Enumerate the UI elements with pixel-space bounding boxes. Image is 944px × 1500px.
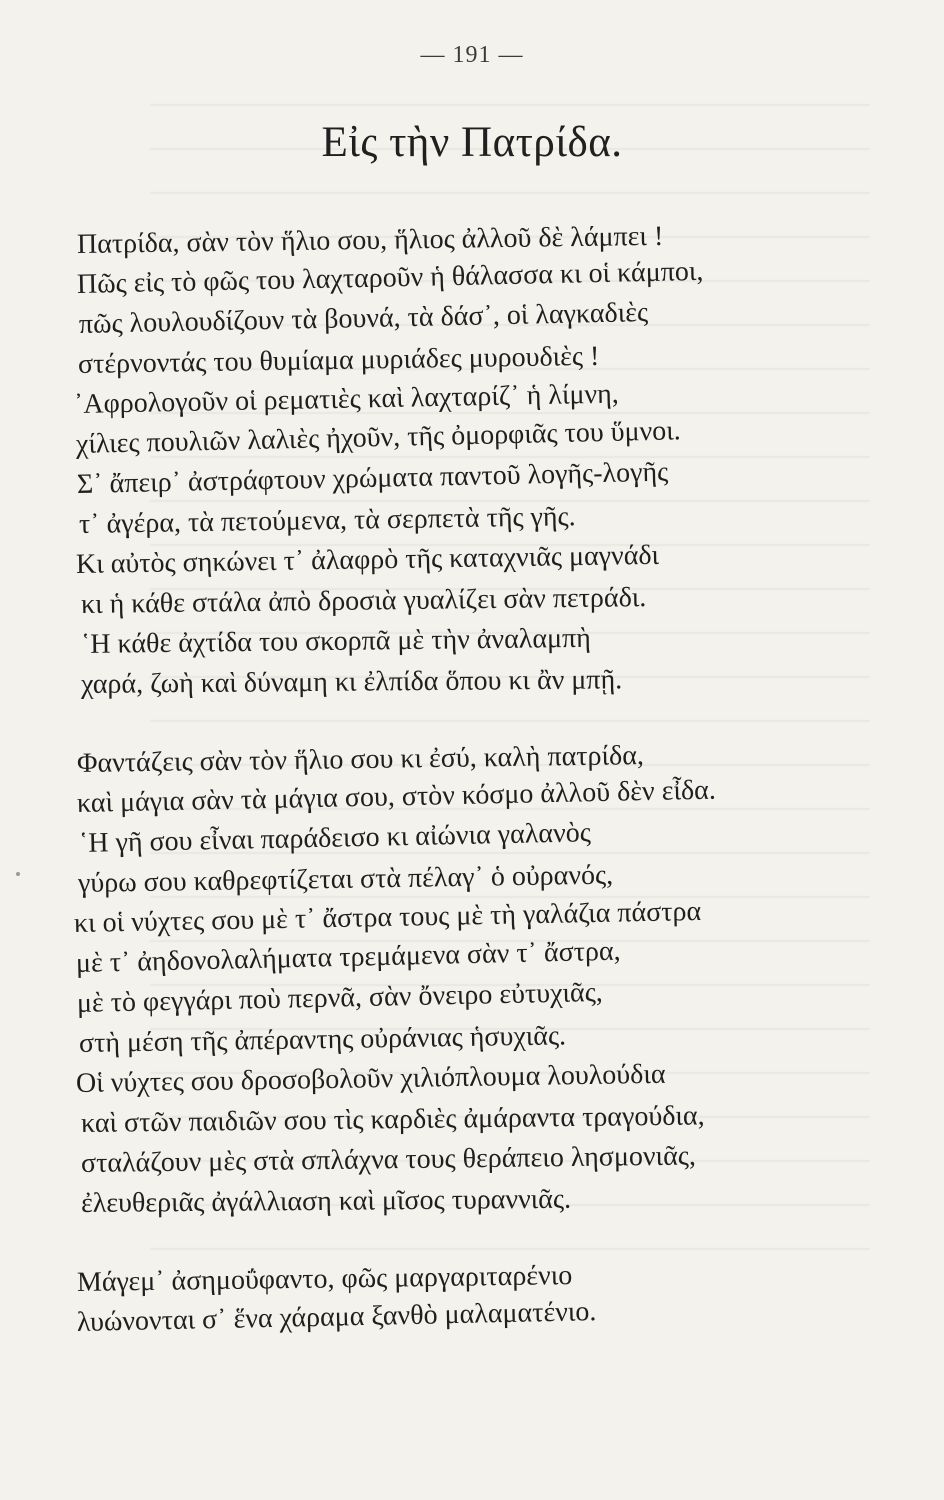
poem-line: Οἱ νύχτες σου δροσοβολοῦν χιλιόπλουμα λουλούδια (75, 1058, 666, 1099)
poem-line: ῾Η γῆ σου εἶναι παράδεισο κι αἰώνια γαλανὸς (78, 817, 592, 859)
poem-line: Κι αὐτὸς σηκώνει τ᾽ ἀλαφρὸ τῆς καταχνιᾶς μαγνάδι (75, 539, 660, 580)
poem-line: Σ᾽ ἄπειρ᾽ ἀστράφτουν χρώματα παντοῦ λογῆς-λογῆς (76, 456, 669, 500)
stanza (76, 1260, 878, 1343)
poem-line: Πῶς εἰς τὸ φῶς του λαχταροῦν ἡ θάλασσα κι οἱ κάμποι, (76, 255, 704, 300)
poem-body (73, 220, 878, 1343)
poem-line: ᾽Αφρολογοῦν οἱ ρεματιὲς καὶ λαχταρίζ᾽ ἡ λίμνη, (73, 378, 620, 420)
poem-line: ῾Η κάθε ἀχτίδα του σκορπᾶ μὲ τὴν ἀναλαμπὴ (80, 622, 591, 660)
poem-line: ἐλευθεριᾶς ἀγάλλιαση καὶ μῖσος τυραννιᾶς. (80, 1183, 572, 1219)
poem-line: καὶ στῶν παιδιῶν σου τὶς καρδιὲς ἀμάραντα τραγούδια, (80, 1100, 705, 1139)
poem-line: χίλιες πουλιῶν λαλιὲς ἠχοῦν, τῆς ὀμορφιᾶς του ὕμνοι. (75, 415, 682, 460)
stanza (73, 740, 878, 1224)
poem-line: λυώνονται σ᾽ ἕνα χάραμα ξανθὸ μαλαματένιο. (76, 1296, 597, 1338)
poem-line: τ᾽ ἀγέρα, τὰ πετούμενα, τὰ σερπετὰ τῆς γῆς. (78, 501, 576, 540)
poem-line: Πατρίδα, σὰν τὸν ἥλιο σου, ἥλιος ἀλλοῦ δὲ λάμπει ! (76, 220, 664, 260)
poem-line: κι ἡ κάθε στάλα ἀπὸ δροσιὰ γυαλίζει σὰν πετράδι. (80, 582, 647, 620)
page-number: — 191 — (420, 42, 524, 68)
poem-line: Μάγεμ᾽ ἀσημοΰφαντο, φῶς μαργαριταρένιο (76, 1260, 573, 1298)
stanza (73, 220, 878, 705)
poem-line: μὲ τ᾽ ἀηδονολαλήματα τρεμάμενα σὰν τ᾽ ἄστρα, (75, 935, 621, 979)
poem-line: γύρω σου καθρεφτίζεται στὰ πέλαγ᾽ ὁ οὐρανός, (77, 859, 614, 899)
poem-line: χαρά, ζωὴ καὶ δύναμη κι ἐλπίδα ὅπου κι ἂν μπῇ. (80, 664, 623, 700)
poem-line: στέρνοντάς του θυμίαμα μυριάδες μυρουδιὲς ! (77, 340, 600, 380)
poem-line: πῶς λουλουδίζουν τὰ βουνά, τὰ δάσ᾽, οἱ λαγκαδιὲς (78, 297, 649, 340)
margin-dot (16, 872, 20, 876)
poem-line: κι οἱ νύχτες σου μὲ τ᾽ ἄστρα τους μὲ τὴ γαλάζια πάστρα (73, 895, 702, 939)
poem-line: σταλάζουν μὲς στὰ σπλάχνα τους θεράπειο λησμονιᾶς, (80, 1140, 697, 1179)
poem-line: στὴ μέση τῆς ἀπέραντης οὐράνιας ἡσυχιᾶς. (78, 1020, 567, 1059)
poem-line: μὲ τὸ φεγγάρι ποὺ περνᾶ, σὰν ὄνειρο εὐτυχιᾶς, (76, 976, 604, 1019)
poem-line: καὶ μάγια σὰν τὰ μάγια σου, στὸν κόσμο ἀλλοῦ δὲν εἶδα. (76, 774, 717, 819)
poem-title: Εἰς τὴν Πατρίδα. (321, 119, 623, 166)
poem-line: Φαντάζεις σὰν τὸν ἥλιο σου κι ἐσύ, καλὴ πατρίδα, (76, 740, 645, 779)
